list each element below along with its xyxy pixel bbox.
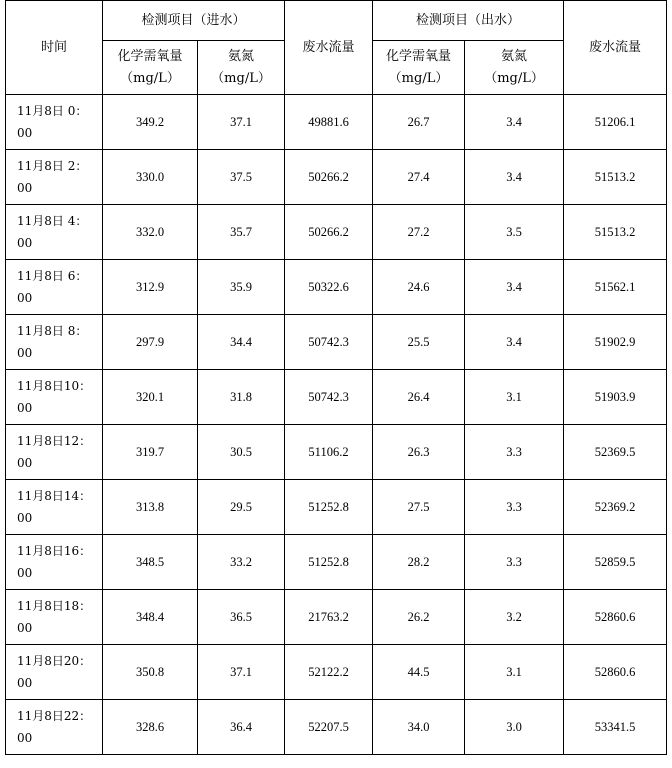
cell-nh-in: 36.4 <box>198 700 285 755</box>
header-cod-in-name: 化学需氧量 <box>117 48 183 64</box>
time-date: 11月8日22： <box>17 709 92 723</box>
time-minute: 00 <box>17 291 33 305</box>
cell-nh-out: 3.4 <box>465 260 564 315</box>
cell-nh-out: 3.1 <box>465 645 564 700</box>
cell-cod-out: 26.2 <box>373 590 465 645</box>
cell-cod-in: 348.5 <box>103 535 198 590</box>
table-row <box>6 700 667 755</box>
cell-nh-in: 29.5 <box>198 480 285 535</box>
header-nh3-in <box>198 41 285 95</box>
cell-nh-out: 3.3 <box>465 535 564 590</box>
header-cod-out-unit: （mg/L） <box>388 70 449 86</box>
cell-cod-in: 319.7 <box>103 425 198 480</box>
cell-flow-out: 52859.5 <box>564 535 667 590</box>
cell-flow-out: 51206.1 <box>564 95 667 150</box>
time-cell <box>6 480 103 535</box>
monitoring-table <box>5 0 667 755</box>
cell-flow-in: 52207.5 <box>285 700 373 755</box>
cell-nh-out: 3.5 <box>465 205 564 260</box>
table-body <box>6 95 667 755</box>
time-date: 11月8日14： <box>17 489 92 503</box>
cell-cod-out: 26.3 <box>373 425 465 480</box>
header-time: 时间 <box>6 1 103 95</box>
cell-nh-in: 31.8 <box>198 370 285 425</box>
table-row <box>6 150 667 205</box>
cell-flow-in: 50742.3 <box>285 370 373 425</box>
cell-flow-out: 53341.5 <box>564 700 667 755</box>
cell-cod-out: 24.6 <box>373 260 465 315</box>
time-minute: 00 <box>17 566 33 580</box>
time-date: 11月8日20： <box>17 654 92 668</box>
cell-cod-in: 350.8 <box>103 645 198 700</box>
cell-nh-in: 37.5 <box>198 150 285 205</box>
cell-nh-in: 37.1 <box>198 95 285 150</box>
time-date: 11月8日12： <box>17 434 92 448</box>
time-date: 11月8日10： <box>17 379 92 393</box>
table-row <box>6 205 667 260</box>
cell-cod-out: 25.5 <box>373 315 465 370</box>
cell-flow-in: 21763.2 <box>285 590 373 645</box>
header-inlet-group: 检测项目（进水） <box>103 1 285 41</box>
time-cell <box>6 95 103 150</box>
time-cell <box>6 645 103 700</box>
cell-cod-out: 26.4 <box>373 370 465 425</box>
table-row <box>6 480 667 535</box>
cell-cod-in: 313.8 <box>103 480 198 535</box>
header-inlet-flow: 废水流量 <box>285 1 373 95</box>
table-row <box>6 645 667 700</box>
time-cell <box>6 150 103 205</box>
cell-cod-out: 27.4 <box>373 150 465 205</box>
time-minute: 00 <box>17 346 33 360</box>
cell-flow-in: 50742.3 <box>285 315 373 370</box>
time-cell <box>6 700 103 755</box>
cell-nh-in: 30.5 <box>198 425 285 480</box>
cell-cod-in: 297.9 <box>103 315 198 370</box>
cell-cod-in: 332.0 <box>103 205 198 260</box>
time-minute: 00 <box>17 126 33 140</box>
cell-flow-out: 52860.6 <box>564 590 667 645</box>
time-minute: 00 <box>17 676 33 690</box>
cell-nh-out: 3.0 <box>465 700 564 755</box>
time-cell <box>6 205 103 260</box>
header-nh3-out-name: 氨氮 <box>501 48 528 64</box>
cell-cod-out: 27.5 <box>373 480 465 535</box>
header-nh3-in-name: 氨氮 <box>228 48 255 64</box>
time-cell <box>6 425 103 480</box>
table-row <box>6 535 667 590</box>
cell-nh-in: 34.4 <box>198 315 285 370</box>
cell-cod-in: 348.4 <box>103 590 198 645</box>
table-row <box>6 370 667 425</box>
cell-nh-in: 35.9 <box>198 260 285 315</box>
cell-nh-in: 37.1 <box>198 645 285 700</box>
header-nh3-in-unit: （mg/L） <box>211 70 271 86</box>
cell-flow-in: 50266.2 <box>285 205 373 260</box>
time-minute: 00 <box>17 401 33 415</box>
header-nh3-out-unit: （mg/L） <box>484 70 544 86</box>
cell-cod-out: 28.2 <box>373 535 465 590</box>
time-cell <box>6 535 103 590</box>
cell-flow-out: 51513.2 <box>564 205 667 260</box>
cell-cod-in: 349.2 <box>103 95 198 150</box>
cell-flow-out: 52369.5 <box>564 425 667 480</box>
time-minute: 00 <box>17 236 33 250</box>
time-date: 11月8日18： <box>17 599 92 613</box>
time-minute: 00 <box>17 181 33 195</box>
time-date: 11月8日 4： <box>17 214 88 228</box>
cell-flow-out: 51562.1 <box>564 260 667 315</box>
table-row <box>6 260 667 315</box>
cell-cod-in: 330.0 <box>103 150 198 205</box>
time-cell <box>6 370 103 425</box>
cell-nh-out: 3.4 <box>465 95 564 150</box>
cell-flow-in: 52122.2 <box>285 645 373 700</box>
cell-cod-out: 27.2 <box>373 205 465 260</box>
time-date: 11月8日16： <box>17 544 92 558</box>
header-nh3-out <box>465 41 564 95</box>
table-row <box>6 425 667 480</box>
cell-cod-out: 44.5 <box>373 645 465 700</box>
table-row <box>6 95 667 150</box>
cell-nh-out: 3.1 <box>465 370 564 425</box>
cell-nh-out: 3.4 <box>465 315 564 370</box>
time-cell <box>6 590 103 645</box>
time-date: 11月8日 8： <box>17 324 88 338</box>
header-cod-out <box>373 41 465 95</box>
cell-nh-out: 3.3 <box>465 425 564 480</box>
time-minute: 00 <box>17 621 33 635</box>
header-outlet-flow: 废水流量 <box>564 1 667 95</box>
table-row <box>6 315 667 370</box>
cell-cod-in: 328.6 <box>103 700 198 755</box>
cell-nh-out: 3.2 <box>465 590 564 645</box>
time-cell <box>6 315 103 370</box>
cell-nh-out: 3.4 <box>465 150 564 205</box>
time-date: 11月8日 0： <box>17 104 88 118</box>
cell-flow-in: 49881.6 <box>285 95 373 150</box>
time-minute: 00 <box>17 456 33 470</box>
table-row <box>6 590 667 645</box>
cell-cod-in: 312.9 <box>103 260 198 315</box>
cell-nh-out: 3.3 <box>465 480 564 535</box>
time-minute: 00 <box>17 731 33 745</box>
cell-flow-out: 51903.9 <box>564 370 667 425</box>
time-date: 11月8日 6： <box>17 269 88 283</box>
cell-flow-in: 50322.6 <box>285 260 373 315</box>
cell-flow-in: 51252.8 <box>285 535 373 590</box>
cell-cod-out: 34.0 <box>373 700 465 755</box>
cell-flow-out: 52369.2 <box>564 480 667 535</box>
cell-cod-out: 26.7 <box>373 95 465 150</box>
cell-flow-in: 51106.2 <box>285 425 373 480</box>
cell-nh-in: 36.5 <box>198 590 285 645</box>
cell-flow-out: 51513.2 <box>564 150 667 205</box>
header-cod-in-unit: （mg/L） <box>120 70 180 86</box>
cell-flow-out: 52860.6 <box>564 645 667 700</box>
cell-nh-in: 35.7 <box>198 205 285 260</box>
cell-cod-in: 320.1 <box>103 370 198 425</box>
cell-flow-in: 51252.8 <box>285 480 373 535</box>
cell-nh-in: 33.2 <box>198 535 285 590</box>
cell-flow-in: 50266.2 <box>285 150 373 205</box>
time-minute: 00 <box>17 511 33 525</box>
header-cod-in <box>103 41 198 95</box>
time-date: 11月8日 2： <box>17 159 88 173</box>
cell-flow-out: 51902.9 <box>564 315 667 370</box>
header-outlet-group: 检测项目（出水） <box>373 1 564 41</box>
header-cod-out-name: 化学需氧量 <box>386 48 452 64</box>
time-cell <box>6 260 103 315</box>
